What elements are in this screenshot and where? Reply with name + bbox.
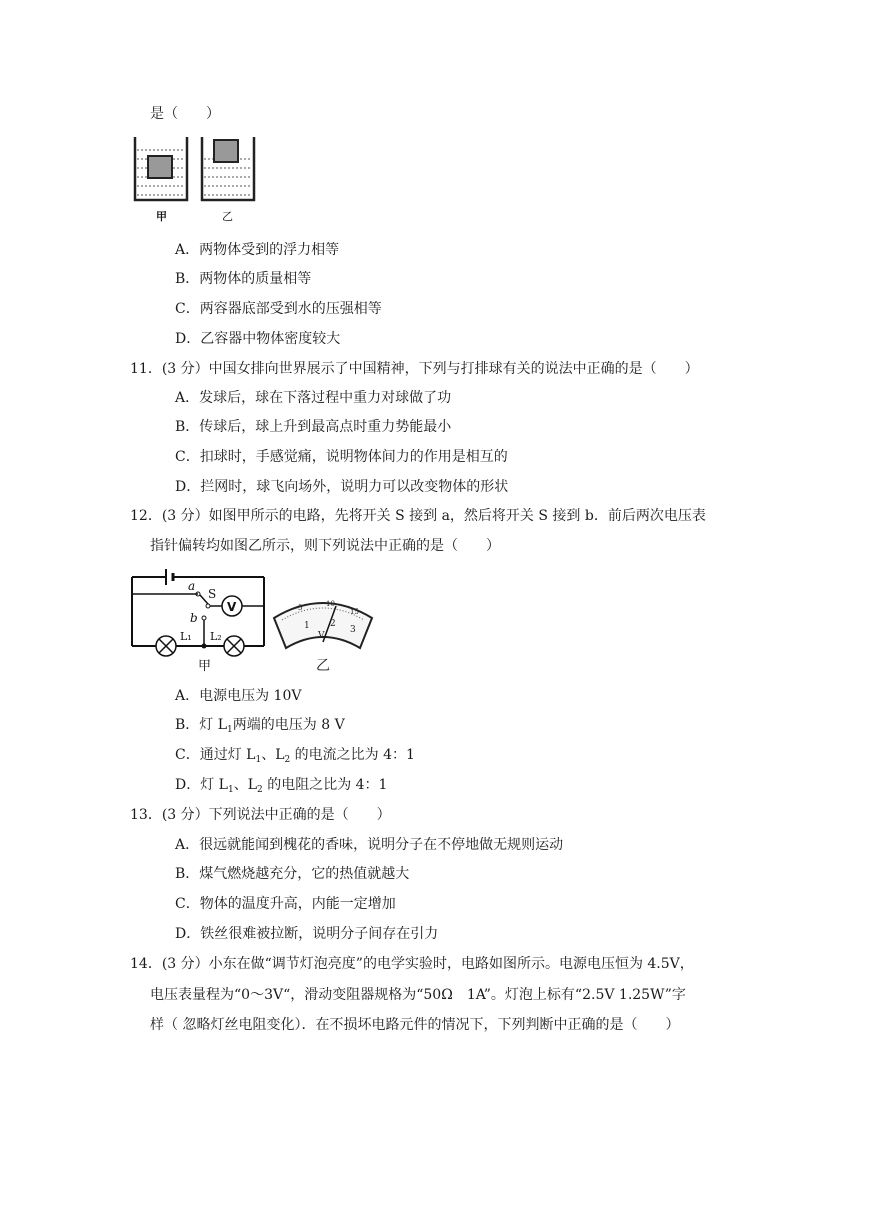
q13-option-b: B．煤气燃烧越充分，它的热值就越大 — [175, 866, 410, 882]
fig-label-yi: 乙 — [222, 210, 233, 223]
meter-scale-2: 2 — [330, 619, 336, 629]
q12-option-b-pre: B．灯 L — [175, 717, 228, 733]
q12-option-b-post: 两端的电压为 8 V — [232, 717, 345, 733]
q12-option-c-post: 的电流之比为 4：1 — [290, 747, 415, 763]
q12-option-a: A．电源电压为 10V — [175, 688, 302, 704]
q12-option-c-mid: 、L — [261, 747, 285, 763]
beakers-figure — [130, 132, 260, 232]
q10-option-a: A．两物体受到的浮力相等 — [175, 242, 340, 258]
circuit-label-s: S — [208, 587, 217, 601]
q12-option-d-sub1: 1 — [227, 785, 234, 795]
q13-option-d: D．铁丝很难被拉断，说明分子间存在引力 — [175, 926, 439, 942]
q11-option-b: B．传球后，球上升到最高点时重力势能最小 — [175, 419, 452, 435]
q12-option-d-pre: D．灯 L — [175, 777, 228, 793]
q12-option-c-sub2: 2 — [284, 755, 291, 765]
circuit-label-l1: L₁ — [180, 630, 192, 643]
meter-scale-10: 10 — [326, 600, 335, 608]
q14-stem-line2: 电压表量程为“0～3V“，滑动变阻器规格为“50Ω 1A”。灯泡上标有“2.5V 1.25W”字 — [150, 987, 686, 1003]
q12-option-d-mid: 、L — [233, 777, 258, 793]
q12-option-d-sub2: 2 — [257, 785, 263, 795]
fig-label-yi-meter: 乙 — [316, 658, 330, 674]
q12-option-c-pre: C．通过灯 L — [175, 747, 256, 763]
q13-option-c: C．物体的温度升高，内能一定增加 — [175, 896, 396, 912]
q14-stem-line3: 样（ 忽略灯丝电阻变化）．在不损坏电路元件的情况下，下列判断中正确的是（ ） — [150, 1017, 680, 1033]
meter-scale-15: 15 — [350, 608, 359, 616]
circuit-label-b: b — [190, 611, 198, 625]
circuit-figure-jia — [128, 566, 268, 676]
fig-label-jia: 甲 — [156, 210, 167, 223]
q12-option-b — [175, 716, 345, 739]
meter-scale-5: 5 — [298, 604, 303, 612]
q11-option-a: A．发球后，球在下落过程中重力对球做了功 — [175, 390, 452, 406]
circuit-label-l2: L₂ — [210, 630, 222, 643]
q12-stem-line1: 12．(3 分）如图甲所示的电路，先将开关 S 接到 a，然后将开关 S 接到 b．前后两次电压表 — [130, 508, 706, 524]
q11-option-c: C．扣球时，手感觉痛，说明物体间力的作用是相互的 — [175, 449, 508, 465]
q12-stem-line2: 指针偏转均如图乙所示，则下列说法中正确的是（ ） — [150, 538, 500, 554]
q12-option-c — [175, 746, 415, 769]
voltmeter-dial-figure — [268, 594, 378, 674]
q10-option-b: B．两物体的质量相等 — [175, 271, 312, 287]
q12-option-c-sub1: 1 — [255, 755, 262, 765]
q12-option-b-sub: 1 — [227, 725, 233, 735]
q10-stem-tail: 是（ ） — [150, 106, 220, 122]
q12-option-d — [175, 776, 387, 799]
beaker-yi — [202, 137, 254, 200]
meter-unit-v: V — [318, 631, 325, 641]
meter-scale-1: 1 — [304, 621, 310, 631]
q11-option-d: D．拦网时，球飞向场外，说明力可以改变物体的形状 — [175, 479, 509, 495]
circuit-label-a: a — [188, 579, 196, 593]
fig-label-jia-circuit: 甲 — [198, 659, 212, 674]
beaker-jia — [135, 137, 187, 200]
meter-scale-3: 3 — [350, 625, 356, 635]
q10-option-d: D．乙容器中物体密度较大 — [175, 331, 341, 347]
q11-stem: 11．(3 分）中国女排向世界展示了中国精神，下列与打排球有关的说法中正确的是（ ） — [130, 361, 699, 377]
q13-option-a: A．很远就能闻到槐花的香味，说明分子在不停地做无规则运动 — [175, 837, 564, 853]
q12-option-d-post: 的电阻之比为 4：1 — [262, 777, 388, 793]
q10-option-c: C．两容器底部受到水的压强相等 — [175, 301, 382, 317]
q14-stem-line1: 14．(3 分）小东在做“调节灯泡亮度”的电学实验时，电路如图所示。电源电压恒为 4.5V， — [130, 956, 694, 972]
q13-stem: 13．(3 分）下列说法中正确的是（ ） — [130, 807, 391, 823]
circuit-label-v: V — [227, 600, 237, 614]
